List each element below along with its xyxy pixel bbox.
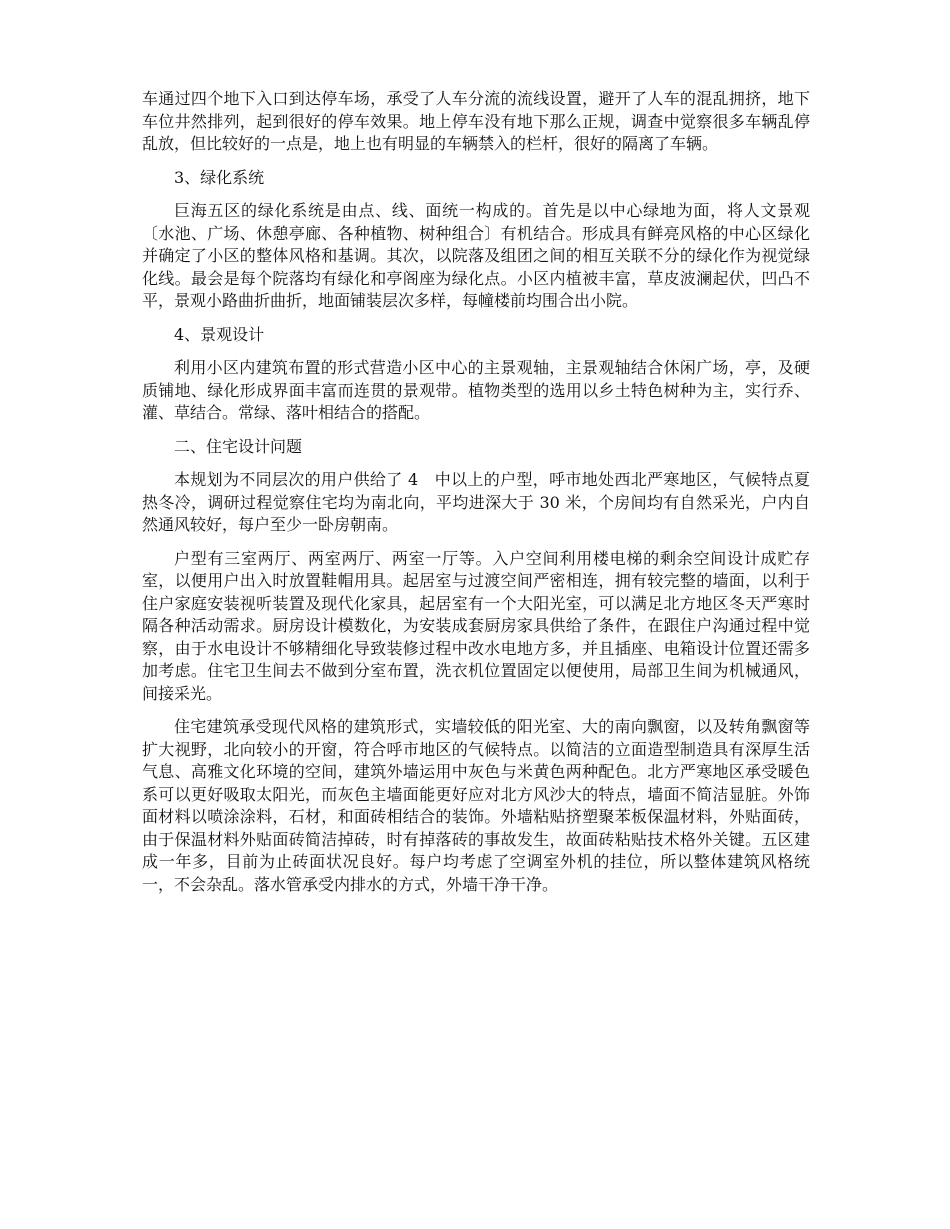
paragraph-greening: 巨海五区的绿化系统是由点、线、面统一构成的。首先是以中心绿地为面，将人文景观〔水池、广场、休憩亭廊、各种植物、树种组合〕有机结合。形成具有鲜亮风格的中心区绿化并确定了小区的整体风格和基调。其次，以院落及组团之间的相互关联不分的绿化作为视觉绿化线。最会是每个院落均有绿化和亭阁座为绿化点。小区内植被丰富，草皮波澜起伏，凹凸不平，景观小路曲折曲折，地面铺装层次多样，每幢楼前均围合出小院。 [142, 201, 810, 310]
paragraph-parking: 车通过四个地下入口到达停车场，承受了人车分流的流线设置，避开了人车的混乱拥挤，地下车位井然排列，起到很好的停车效果。地上停车没有地下那么正规，调查中觉察很多车辆乱停乱放，但比较好的一点是，地上也有明显的车辆禁入的栏杆，很好的隔离了车辆。 [142, 89, 810, 153]
document-body [142, 88, 810, 907]
paragraph-facade: 住宅建筑承受现代风格的建筑形式，实墙较低的阳光室、大的南向飘窗，以及转角飘窗等扩大视野，北向较小的开窗，符合呼市地区的气候特点。以简洁的立面造型制造具有深厚生活气息、高雅文化环境的空间，建筑外墙运用中灰色与米黄色两种配色。北方严寒地区承受暖色系可以更好吸取太阳光，而灰色主墙面能更好应对北方风沙大的特点，墙面不简洁显脏。外饰面材料以喷涂涂料，石材，和面砖相结合的装饰。外墙粘贴挤塑聚苯板保温材料，外贴面砖，由于保温材料外贴面砖简洁掉砖，时有掉落砖的事故发生，故面砖粘贴技术格外关键。五区建成一年多，目前为止砖面状况良好。每户均考虑了空调室外机的挂位，所以整体建筑风格统一，不会杂乱。落水管承受内排水的方式，外墙干净干净。 [142, 717, 810, 894]
paragraph-floor-plans: 户型有三室两厅、两室两厅、两室一厅等。入户空间利用楼电梯的剩余空间设计成贮存室，以便用户出入时放置鞋帽用具。起居室与过渡空间严密相连，拥有较完整的墙面，以利于住户家庭安装视听装置及现代化家具，起居室有一个大阳光室，可以满足北方地区冬天严寒时隔各种活动需求。厨房设计模数化，为安装成套厨房家具供给了条件，在跟住户沟通过程中觉察，由于水电设计不够精细化导致装修过程中改水电地方多，并且插座、电箱设计位置还需多加考虑。住宅卫生间去不做到分室布置，洗衣机位置固定以便使用，局部卫生间为机械通风，间接采光。 [142, 548, 810, 703]
heading-landscape-design: 4、景观设计 [174, 324, 265, 344]
paragraph-landscape: 利用小区内建筑布置的形式营造小区中心的主景观轴，主景观轴结合休闲广场，亭，及硬质铺地、绿化形成界面丰富而连贯的景观带。植物类型的选用以乡土特色树种为主，实行乔、灌、草结合。常绿、落叶相结合的搭配。 [142, 358, 810, 422]
heading-greening-system: 3、绿化系统 [174, 167, 265, 187]
paragraph-unit-types: 本规划为不同层次的用户供给了 4 中以上的户型，呼市地处西北严寒地区，气候特点夏热冬冷，调研过程觉察住宅均为南北向，平均进深大于 30 米，个房间均有自然采光，户内自然通风较好，每户至少一卧房朝南。 [142, 470, 810, 534]
heading-housing-design: 二、住宅设计问题 [174, 436, 303, 456]
